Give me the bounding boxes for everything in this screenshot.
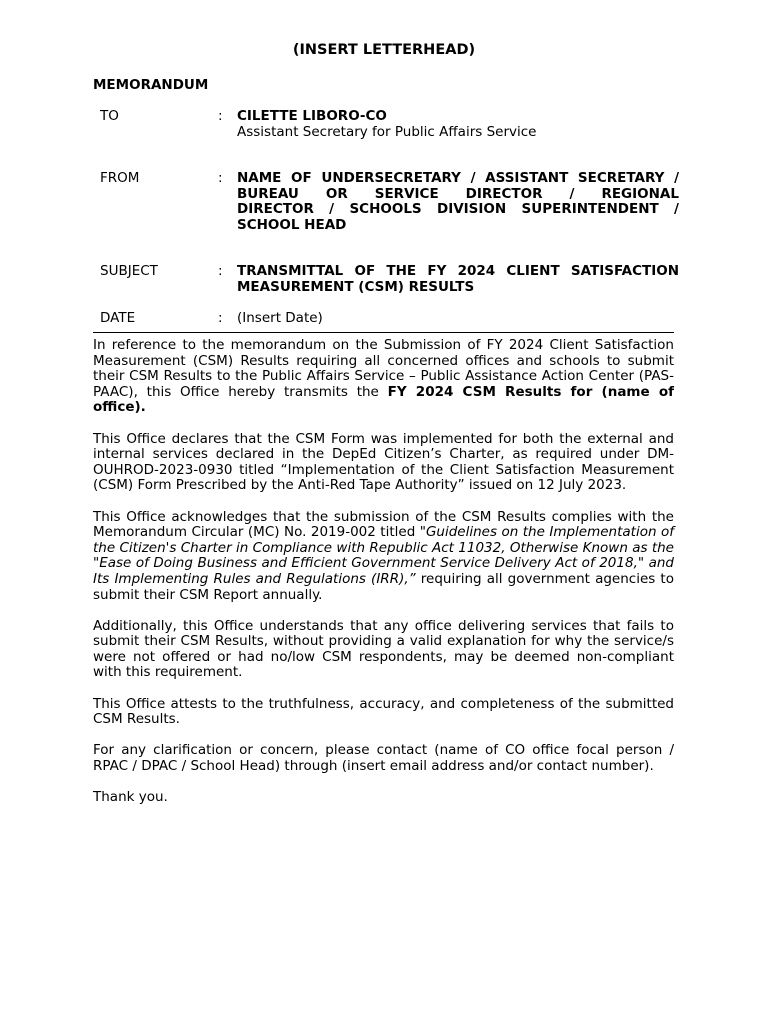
paragraph-reference: [93, 338, 674, 416]
paragraph-declaration: This Office declares that the CSM Form was implemented for both the external and internal services declared in the DepEd Citizen’s Charter, as required under DM-OUHROD-2023-0930 titled “Implementation of the Client Satisfaction Measurement (CSM) Form Prescribed by the Anti-Red Tape Authority” issued on 12 July 2023.: [93, 430, 674, 494]
from-colon: :: [218, 170, 223, 186]
from-line-2: BUREAU OR SERVICE DIRECTOR / REGIONAL: [237, 185, 679, 202]
memo-label: MEMORANDUM: [93, 77, 209, 93]
to-label: TO: [100, 108, 119, 124]
subject-line-1: TRANSMITTAL OF THE FY 2024 CLIENT SATISFACTION: [237, 263, 679, 279]
subject-colon: :: [218, 263, 223, 279]
paragraph-acknowledgement-end: requiring all government agencies to submit their CSM Report annually.: [93, 570, 674, 603]
paragraph-reference-text: In reference to the memorandum on the Submission of FY 2024 Client Satisfaction Measurement (CSM) Results requiring all concerned offices and schools to submit their CSM Results to the Public Affairs Service – Public Assistance Action Center (PAS-PAAC), this Office hereby transmits the: [93, 337, 674, 400]
memo-body: [93, 338, 674, 821]
from-label: FROM: [100, 170, 140, 186]
paragraph-contact: For any clarification or concern, please contact (name of CO office focal person / RPAC / DPAC / School Head) through (insert email address and/or contact number).: [93, 742, 674, 775]
from-line-3: DIRECTOR / SCHOOLS DIVISION SUPERINTENDENT /: [237, 201, 679, 218]
header-divider: [93, 332, 674, 333]
to-colon: :: [218, 108, 223, 124]
to-value: [237, 109, 679, 140]
subject-label: SUBJECT: [100, 263, 158, 279]
from-line-1: NAME OF UNDERSECRETARY / ASSISTANT SECRETARY /: [237, 170, 679, 186]
paragraph-acknowledgement: [93, 510, 674, 604]
paragraph-understanding: Additionally, this Office understands that any office delivering services that fails to submit their CSM Results, without providing a valid explanation for why the service/s were not offered or had no/low CSM respondents, may be deemed non-compliant with this requirement.: [93, 617, 674, 681]
date-value: (Insert Date): [237, 310, 323, 326]
to-title: Assistant Secretary for Public Affairs Service: [237, 123, 537, 140]
date-colon: :: [218, 310, 223, 326]
paragraph-acknowledgement-start: This Office acknowledges that the submission of the CSM Results complies with the Memorandum Circular (MC) No. 2019-002 titled ": [93, 508, 674, 541]
paragraph-acknowledgement-italic: Guidelines on the Implementation of the Citizen's Charter in Compliance with Republic Act 11032, Otherwise Known as the "Ease of Doing Business and Efficient Government Service Delivery Act of 2018," and Its Implementing Rules and Regulations (IRR),”: [93, 524, 675, 587]
paragraph-closing: Thank you.: [93, 789, 168, 806]
letterhead-placeholder: (INSERT LETTERHEAD): [292, 42, 476, 58]
subject-value: [237, 264, 679, 295]
to-name: CILETTE LIBORO-CO: [237, 108, 387, 124]
from-line-4: SCHOOL HEAD: [237, 216, 347, 233]
paragraph-reference-bold: FY 2024 CSM Results for (name of office).: [93, 383, 674, 416]
date-label: DATE: [100, 310, 136, 326]
paragraph-attestation: This Office attests to the truthfulness, accuracy, and completeness of the submitted CSM Results.: [93, 695, 674, 728]
subject-line-2: MEASUREMENT (CSM) RESULTS: [237, 278, 475, 295]
from-value: [237, 171, 679, 233]
